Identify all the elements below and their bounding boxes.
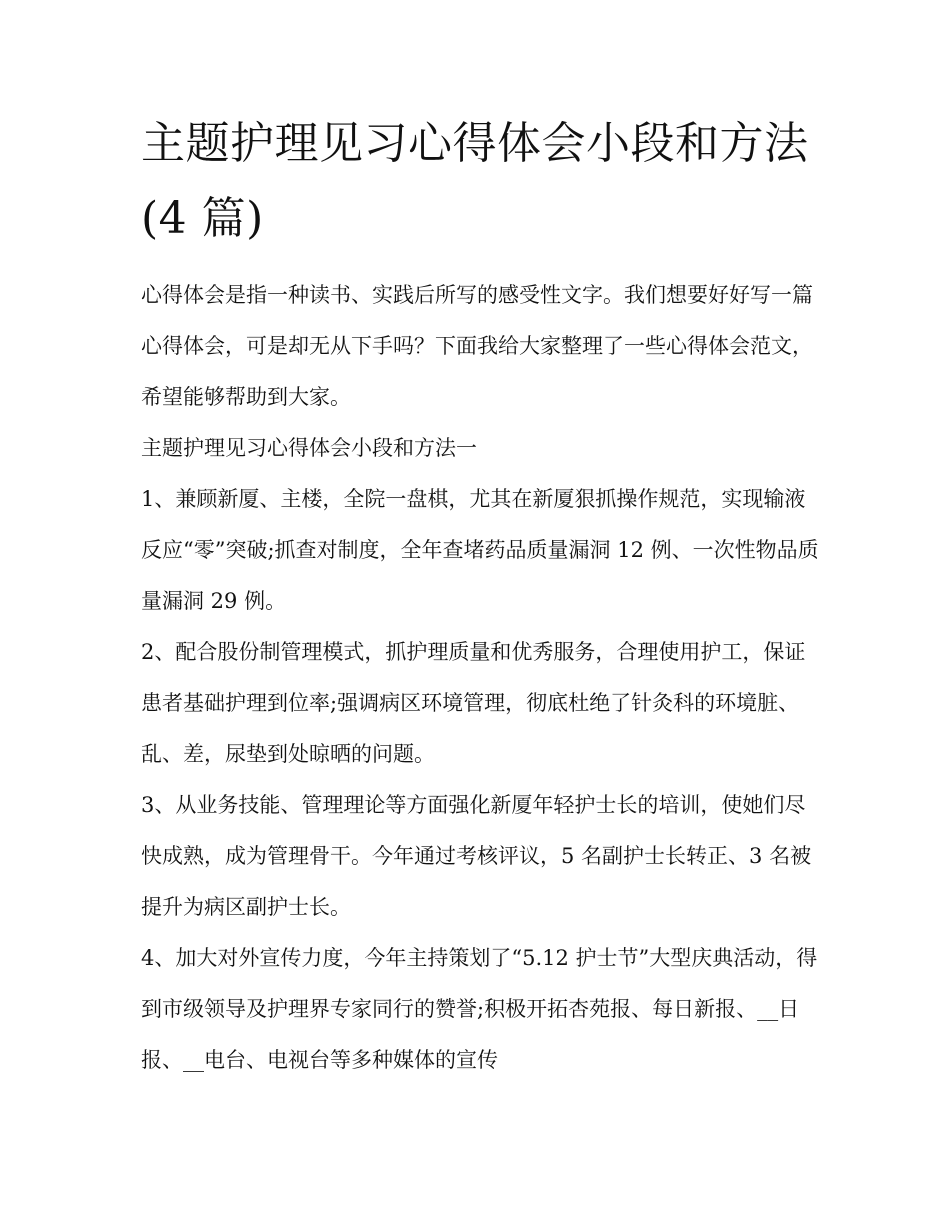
document-body bbox=[141, 106, 821, 1086]
list-item: 3、从业务技能、管理理论等方面强化新厦年轻护士长的培训，使她们尽快成熟，成为管理骨干。今年通过考核评议，5 名副护士长转正、3 名被提升为病区副护士长。 bbox=[141, 793, 812, 919]
list-item: 2、配合股份制管理模式，抓护理质量和优秀服务，合理使用护工，保证患者基础护理到位率;强调病区环境管理，彻底杜绝了针灸科的环境脏、乱、差，尿垫到处晾晒的问题。 bbox=[141, 640, 806, 766]
intro-paragraph: 心得体会是指一种读书、实践后所写的感受性文字。我们想要好好写一篇心得体会，可是却无从下手吗？下面我给大家整理了一些心得体会范文，希望能够帮助到大家。 bbox=[141, 283, 813, 409]
list-item: 1、兼顾新厦、主楼，全院一盘棋，尤其在新厦狠抓操作规范，实现输液反应“零”突破;抓查对制度，全年查堵药品质量漏洞 12 例、一次性物品质量漏洞 29 例。 bbox=[141, 487, 819, 613]
document-title: 主题护理见习心得体会小段和方法(4 篇) bbox=[141, 118, 809, 244]
list-item: 4、加大对外宣传力度，今年主持策划了“5.12 护士节”大型庆典活动，得到市级领导及护理界专家同行的赞誉;积极开拓杏苑报、每日新报、__日报、__电台、电视台等多种媒体的宣传 bbox=[141, 946, 818, 1072]
section-heading: 主题护理见习心得体会小段和方法一 bbox=[141, 436, 477, 460]
